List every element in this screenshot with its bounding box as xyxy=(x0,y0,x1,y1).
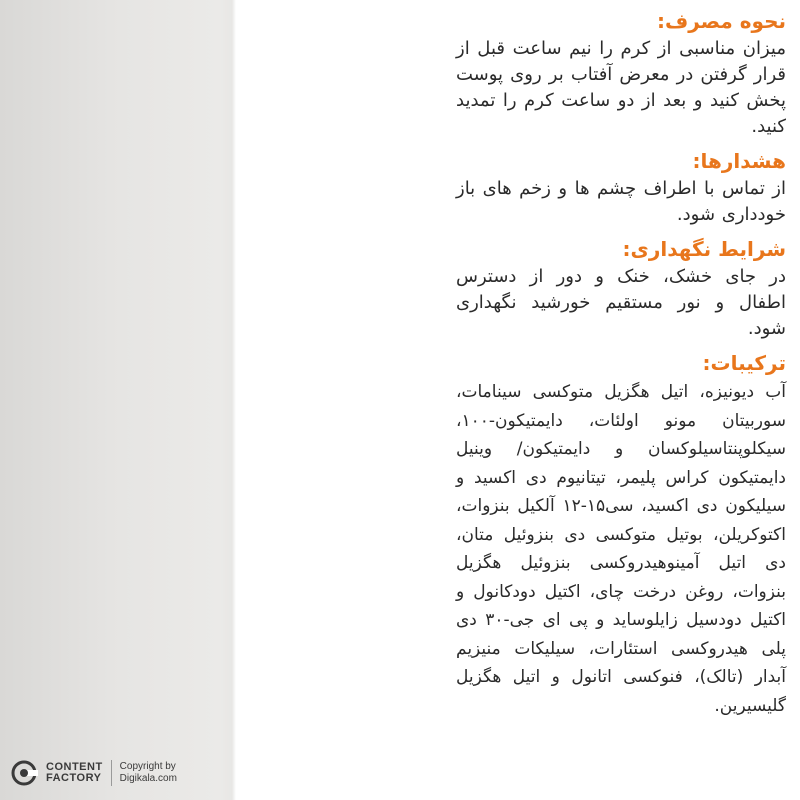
warnings-text: از تماس با اطراف چشم ها و زخم های باز خودداری شود. xyxy=(456,178,786,225)
watermark xyxy=(10,756,230,790)
brand-name xyxy=(46,762,103,784)
product-label xyxy=(236,0,800,800)
copyright-line-1: Copyright by xyxy=(119,761,176,772)
brand-line-1: CONTENT xyxy=(46,761,103,773)
brand-line-2: FACTORY xyxy=(46,772,102,784)
storage-text: در جای خشک، خنک و دور از دسترس اطفال و نور مستقیم خورشید نگهداری شود. xyxy=(456,266,786,339)
ingredients-text: آب دیونیزه، اتیل هگزیل متوکسی سینامات، سوربیتان مونو اولئات، دایمتیکون-۱۰۰، سیکلوپنتاسیلوکسان و دایمتیکون/ وینیل دایمتیکون کراس پلیمر، تیتانیوم دی اکسید و سیلیکون دی اکسید، سی۱۵-۱۲ آلکیل بنزوات، اکتوکریلن، بوتیل متوکسی دی بنزوئیل متان، دی اتیل آمینوهیدروکسی بنزوئیل هگزیل بنزوات، روغن درخت چای، اکتیل دودکانول و اکتیل دودسیل زایلوساید و پی ای جی-۳۰ دی پلی هیدروکسی استئارات، سیلیکات منیزیم آبدار (تالک)، فنوکسی اتانول و اتیل هگزیل گلیسیرین. xyxy=(456,382,787,716)
footer-divider xyxy=(111,760,112,786)
storage-heading: شرایط نگهداری: xyxy=(622,237,786,261)
copyright-line-2: Digikala.com xyxy=(119,773,177,784)
usage-heading: نحوه مصرف: xyxy=(657,9,786,33)
label-text-column xyxy=(456,6,800,720)
usage-text: میزان مناسبی از کرم را نیم ساعت قبل از قرار گرفتن در معرض آفتاب بر روی پوست پخش کنید و بعد از دو ساعت کرم را تمدید کنید. xyxy=(456,38,786,137)
warnings-heading: هشدارها: xyxy=(692,149,786,173)
content-factory-logo-icon xyxy=(10,759,38,787)
ingredients-heading: ترکیبات: xyxy=(702,351,786,375)
copyright xyxy=(120,761,177,785)
